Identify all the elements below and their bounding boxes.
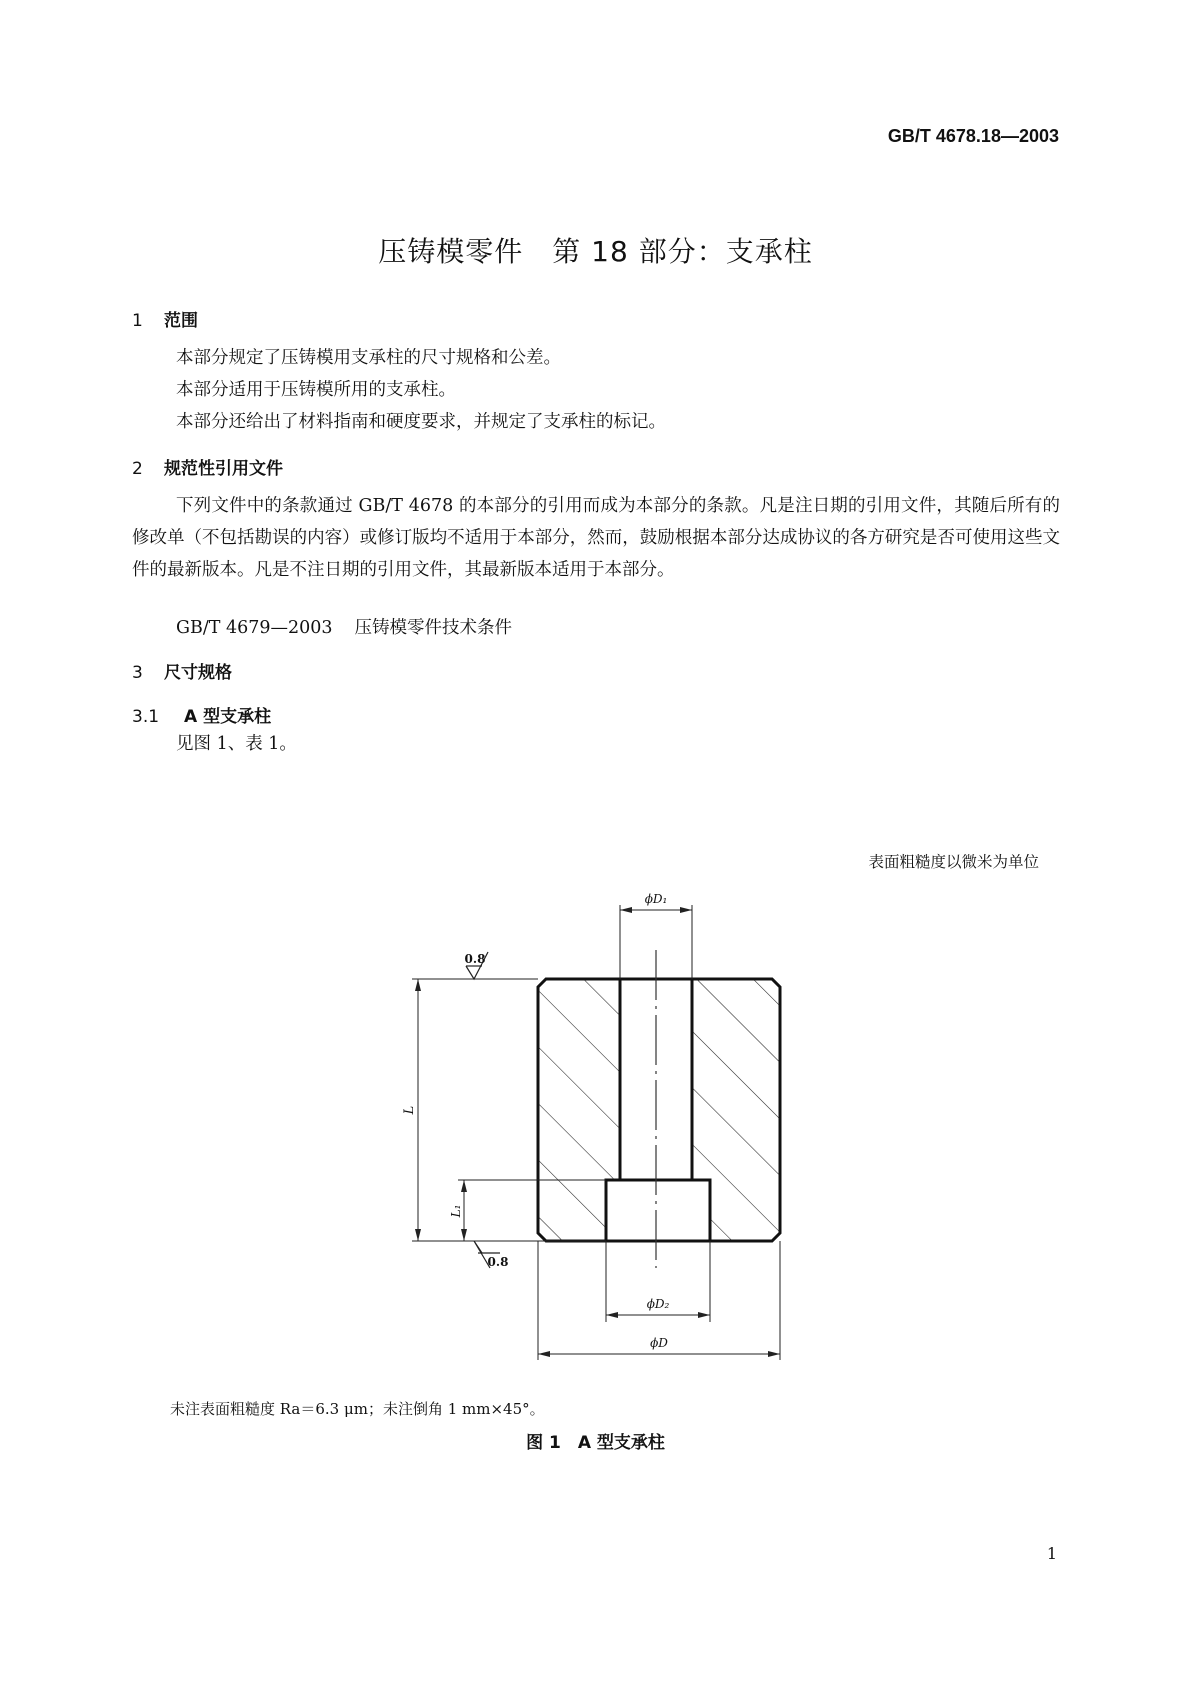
roughness-value-top: 0.8 (464, 952, 486, 966)
arrowhead (461, 1229, 467, 1241)
section-title: 规范性引用文件 (164, 459, 283, 479)
arrowhead (538, 1351, 550, 1357)
section-number: 2 (132, 459, 143, 479)
figure-caption: 图 1 A 型支承柱 (526, 1433, 665, 1453)
figure-note: 未注表面粗糙度 Ra＝6.3 μm；未注倒角 1 mm×45°。 (170, 1400, 545, 1418)
arrowhead (620, 907, 632, 913)
section-hatch (538, 979, 620, 1241)
section-number: 1 (132, 311, 143, 331)
dimension-label-d: ϕD (650, 1336, 668, 1350)
scope-paragraph-3: 本部分还给出了材料指南和硬度要求，并规定了支承柱的标记。 (176, 412, 666, 432)
scope-paragraph-1: 本部分规定了压铸模用支承柱的尺寸规格和公差。 (176, 348, 561, 368)
arrowhead (698, 1312, 710, 1318)
dimension-label-l1: L₁ (449, 1204, 463, 1218)
reference-code: GB/T 4679—2003 (176, 618, 333, 638)
standard-number: GB/T 4678.18—2003 (887, 126, 1059, 146)
arrowhead (606, 1312, 618, 1318)
section-3-1-paragraph: 见图 1、表 1。 (176, 734, 297, 754)
roughness-symbol-top (465, 952, 488, 979)
document-title: 压铸模零件 第 18 部分：支承柱 (378, 235, 813, 268)
reference-name: 压铸模零件技术条件 (354, 618, 513, 638)
arrowhead (768, 1351, 780, 1357)
arrowhead (415, 979, 421, 991)
page-number: 1 (1046, 1544, 1057, 1563)
counterbore (606, 1180, 710, 1241)
section-title: 尺寸规格 (164, 663, 232, 683)
section-hatch (692, 979, 780, 1241)
dimension-label-d1: ϕD₁ (644, 892, 668, 906)
section-title: A 型支承柱 (184, 707, 272, 727)
arrowhead (680, 907, 692, 913)
section-title: 范围 (164, 311, 198, 331)
scope-paragraph-2: 本部分适用于压铸模所用的支承柱。 (176, 380, 456, 400)
arrowhead (461, 1180, 467, 1192)
dimension-label-l: L (402, 1105, 417, 1115)
section-number: 3 (132, 663, 143, 683)
roughness-value-bottom: 0.8 (487, 1255, 509, 1269)
normative-references-paragraph: 下列文件中的条款通过 GB/T 4678 的本部分的引用而成为本部分的条款。凡是注日期的引用文件，其随后所有的修改单（不包括勘误的内容）或修订版均不适用于本部分，然而，鼓励根据本部分达成协议的各方研究是否可使用这些文件的最新版本。凡是不注日期的引用文件，其最新版本适用于本部分。 (132, 496, 1060, 580)
section-number: 3.1 (132, 707, 160, 727)
dimension-label-d2: ϕD₂ (646, 1297, 670, 1311)
roughness-symbol-bottom (466, 1241, 508, 1269)
roughness-unit-note: 表面粗糙度以微米为单位 (868, 853, 1039, 871)
arrowhead (415, 1229, 421, 1241)
